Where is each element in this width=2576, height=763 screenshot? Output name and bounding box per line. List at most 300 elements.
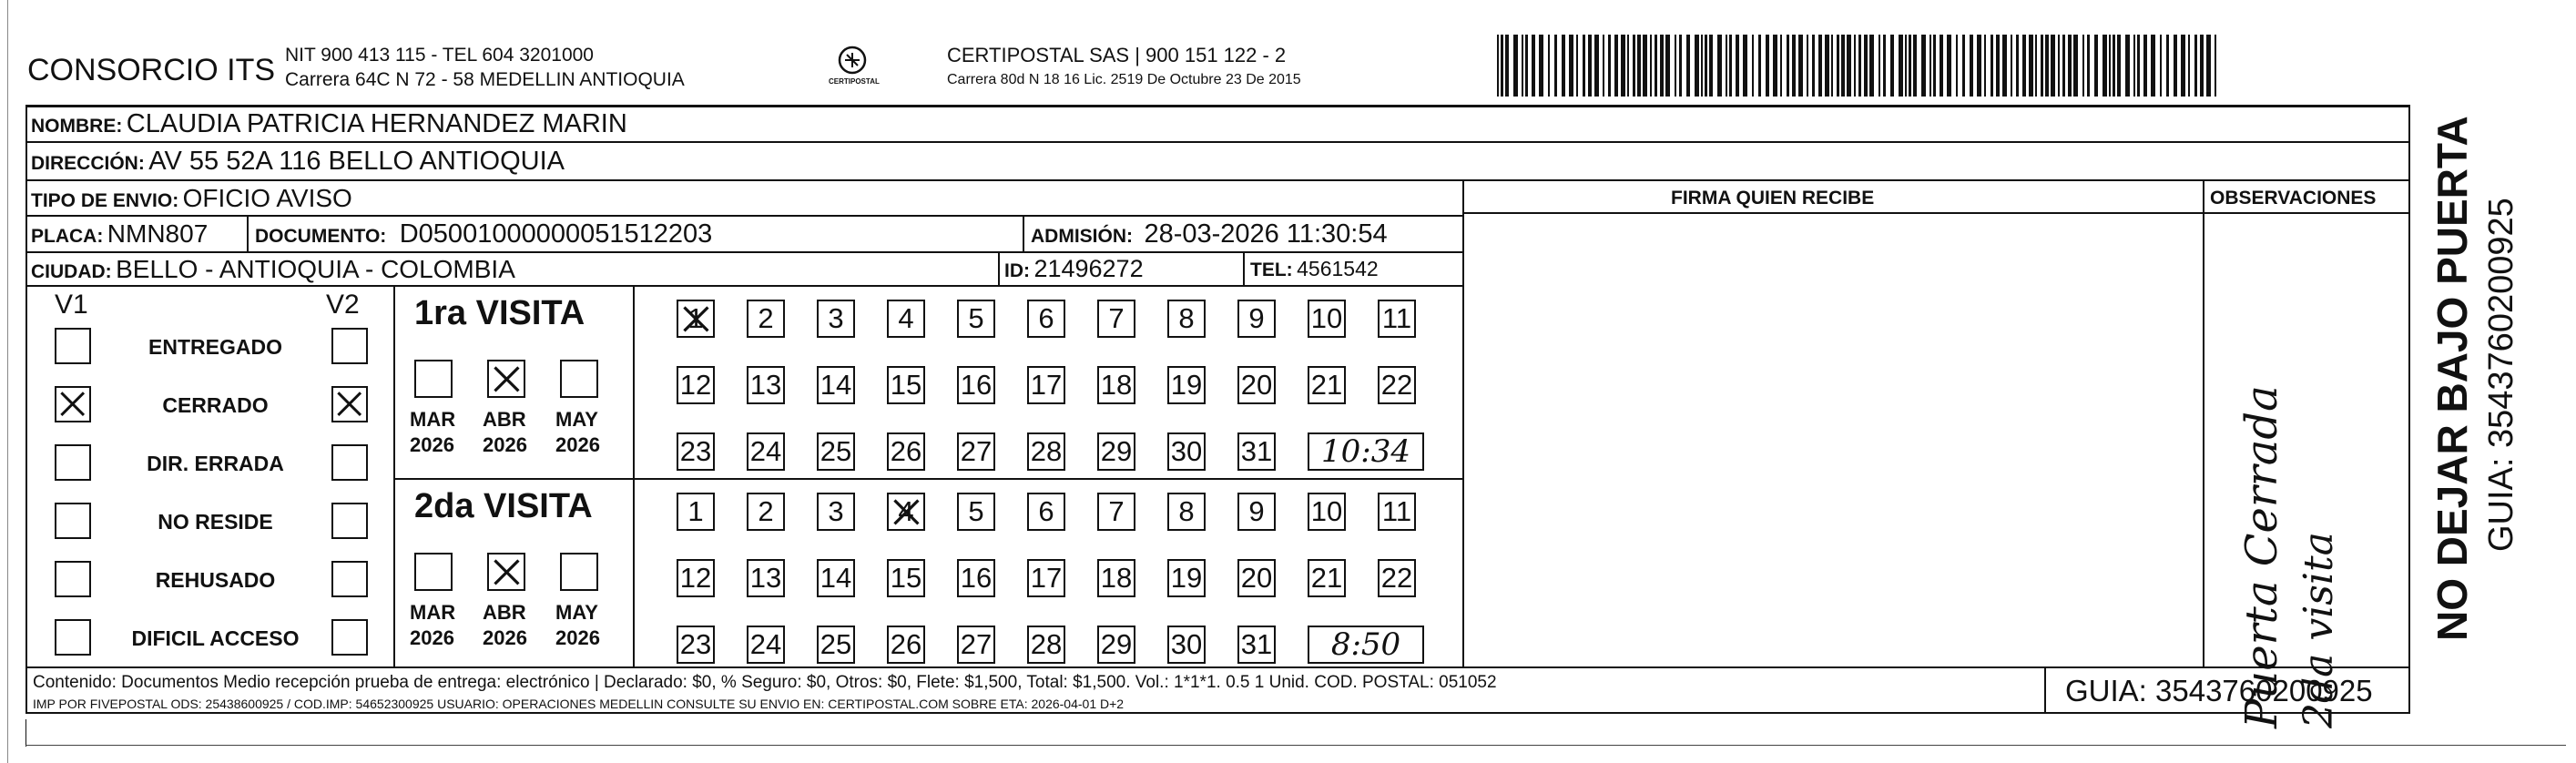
day-number: 5 — [968, 495, 984, 527]
barcode-bar — [1695, 35, 1699, 97]
day-box[interactable] — [957, 626, 995, 664]
certipostal-logo — [827, 42, 878, 93]
month-label: MAY — [555, 601, 598, 624]
placa-divider — [247, 215, 249, 251]
day-number: 6 — [1038, 302, 1054, 334]
barcode-bar — [2029, 35, 2033, 97]
day-box[interactable] — [957, 300, 995, 338]
day-number: 6 — [1038, 495, 1054, 527]
day-box[interactable] — [1027, 626, 1065, 664]
day-number: 9 — [1248, 495, 1265, 527]
v2-checkbox[interactable] — [331, 503, 368, 539]
month-label: MAY — [555, 408, 598, 431]
day-number: 13 — [749, 562, 782, 594]
guia-vertical: GUIA: 3543760200925 — [2482, 198, 2520, 552]
tipo-envio-value: OFICIO AVISO — [182, 184, 352, 212]
v1-checkbox[interactable] — [55, 328, 91, 364]
day-number: 11 — [1381, 302, 1412, 334]
day-number: 9 — [1248, 302, 1265, 334]
barcode-bar — [1780, 35, 1782, 97]
day-box[interactable] — [817, 300, 855, 338]
day-box[interactable] — [677, 366, 715, 404]
bottom-left-mark — [25, 719, 26, 747]
barcode-bar — [1913, 35, 1917, 97]
barcode-bar — [1522, 35, 1523, 97]
day-number: 28 — [1030, 628, 1063, 660]
bottom-rule — [25, 745, 2566, 746]
day-box[interactable] — [747, 300, 785, 338]
ciudad-label: CIUDAD: — [31, 261, 112, 282]
tel-field — [1250, 259, 1379, 280]
day-box[interactable] — [887, 432, 925, 471]
day-box[interactable] — [817, 559, 855, 597]
barcode-bar — [1831, 35, 1833, 97]
day-number: 4 — [898, 495, 914, 527]
admision-field — [1031, 221, 1388, 248]
day-number: 14 — [820, 369, 852, 401]
barcode-bar — [1513, 35, 1518, 97]
day-box[interactable] — [817, 366, 855, 404]
direccion-label: DIRECCIÓN: — [31, 153, 145, 174]
barcode-bar — [1637, 35, 1641, 97]
tel-label: TEL: — [1250, 259, 1293, 280]
barcode-bar — [1940, 35, 1943, 97]
x-mark-icon — [683, 306, 709, 332]
day-number: 1 — [687, 495, 704, 527]
day-box[interactable] — [1097, 366, 1135, 404]
day-box[interactable] — [1308, 559, 1346, 597]
id-divider — [998, 251, 1000, 285]
barcode-bar — [2137, 35, 2140, 97]
footer-line-1: Contenido: Documentos Medio recepción prueba de entrega: electrónico | Declarado: $0, % Seguro: $0, Otros: $0, Flete: $1,500, Total: $1,500. Vol.: 1*1*1. 0.5 1 Unid. COD. POSTAL: 051052 — [33, 673, 1497, 692]
admision-divider — [1023, 215, 1024, 251]
barcode-bar — [1858, 35, 1861, 97]
v2-header: V2 — [326, 290, 360, 320]
barcode-bar — [1709, 35, 1713, 97]
barcode-bar — [2133, 35, 2135, 97]
barcode-bar — [1792, 35, 1796, 97]
barcode-bar — [1686, 35, 1690, 97]
day-box[interactable] — [1027, 300, 1065, 338]
day-number: 23 — [679, 628, 712, 660]
barcode-bar — [2094, 35, 2098, 97]
obs-left-line — [2203, 179, 2204, 667]
day-box[interactable] — [887, 493, 925, 531]
company-info-line-1: NIT 900 413 115 - TEL 604 3201000 — [285, 45, 594, 66]
day-box[interactable] — [1237, 493, 1276, 531]
day-box[interactable] — [1167, 432, 1206, 471]
barcode-bar — [1562, 35, 1565, 97]
day-number: 25 — [820, 628, 852, 660]
visit-panel-divider — [633, 285, 635, 667]
barcode-bar — [1594, 35, 1599, 97]
day-number: 17 — [1030, 369, 1063, 401]
barcode-bar — [1633, 35, 1635, 97]
month-checkbox[interactable] — [487, 553, 525, 591]
barcode-bar — [1991, 35, 1993, 97]
barcode-bar — [1679, 35, 1682, 97]
day-box[interactable] — [1378, 366, 1416, 404]
barcode-bar — [1650, 35, 1652, 97]
logo-caption: CERTIPOSTAL — [829, 77, 880, 86]
barcode-bar — [2160, 35, 2162, 97]
day-box[interactable] — [887, 366, 925, 404]
day-number: 22 — [1380, 369, 1413, 401]
v2-checkbox[interactable] — [331, 444, 368, 481]
barcode-bar — [1701, 35, 1703, 97]
day-box[interactable] — [817, 626, 855, 664]
x-mark-icon — [494, 559, 520, 585]
barcode-bar — [2109, 35, 2111, 97]
day-box[interactable] — [1378, 493, 1416, 531]
direccion-field — [31, 148, 565, 175]
barcode-bar — [1929, 35, 1931, 97]
day-number: 24 — [749, 628, 782, 660]
visit-time: 10:34 — [1321, 433, 1410, 470]
barcode-bar — [2166, 35, 2169, 97]
footer-guia-divider — [2044, 666, 2046, 713]
status-label: DIR. ERRADA — [147, 452, 284, 475]
day-box[interactable] — [957, 493, 995, 531]
frame-right-line — [2408, 105, 2410, 713]
day-number: 5 — [968, 302, 984, 334]
day-number: 14 — [820, 562, 852, 594]
barcode-bar — [1675, 35, 1676, 97]
barcode-bar — [2206, 35, 2211, 97]
barcode-bar — [2062, 35, 2065, 97]
id-field — [1004, 257, 1144, 281]
barcode-bar — [1825, 35, 1829, 97]
day-box[interactable] — [957, 559, 995, 597]
tel-divider — [1243, 251, 1245, 285]
barcode-bar — [1655, 35, 1657, 97]
day-box[interactable] — [1167, 300, 1206, 338]
day-number: 29 — [1100, 435, 1133, 467]
status-label: DIFICIL ACCESO — [131, 626, 300, 650]
barcode-bar — [1869, 35, 1874, 97]
day-box[interactable] — [1027, 366, 1065, 404]
day-number: 31 — [1240, 628, 1273, 660]
day-number: 16 — [960, 562, 993, 594]
day-box[interactable] — [747, 493, 785, 531]
barcode-bar — [1752, 35, 1754, 97]
day-box[interactable] — [817, 493, 855, 531]
visit-time: 8:50 — [1330, 626, 1401, 663]
day-number: 24 — [749, 435, 782, 467]
day-box[interactable] — [1167, 366, 1206, 404]
month-label: ABR — [483, 408, 526, 431]
day-box[interactable] — [677, 626, 715, 664]
barcode-bar — [1773, 35, 1777, 97]
barcode-bar — [1501, 35, 1503, 97]
x-mark-icon — [60, 392, 85, 416]
v1-header: V1 — [55, 290, 88, 320]
barcode-bar — [1736, 35, 1739, 97]
barcode-bar — [1766, 35, 1769, 97]
no-dejar-bajo-puerta: NO DEJAR BAJO PUERTA — [2428, 116, 2476, 641]
row-line-3 — [25, 215, 1462, 217]
barcode-bar — [1787, 35, 1789, 97]
id-value: 21496272 — [1033, 255, 1144, 282]
nombre-field — [31, 111, 627, 137]
day-number: 16 — [960, 369, 993, 401]
day-number: 26 — [890, 628, 922, 660]
admision-label: ADMISIÓN: — [1031, 226, 1133, 247]
day-box[interactable] — [1027, 559, 1065, 597]
day-number: 29 — [1100, 628, 1133, 660]
barcode-bar — [1890, 35, 1894, 97]
day-box[interactable] — [1097, 626, 1135, 664]
day-number: 26 — [890, 435, 922, 467]
barcode-bar — [1726, 35, 1727, 97]
year-label: 2026 — [410, 433, 454, 456]
day-box[interactable] — [747, 626, 785, 664]
month-label: MAR — [410, 408, 456, 431]
month-checkbox[interactable] — [414, 360, 453, 398]
placa-value: NMN807 — [107, 219, 209, 248]
barcode-bar — [1705, 35, 1707, 97]
day-box[interactable] — [1237, 626, 1276, 664]
time-box[interactable] — [1308, 626, 1424, 664]
day-box[interactable] — [677, 559, 715, 597]
day-number: 15 — [890, 369, 922, 401]
day-box[interactable] — [1027, 493, 1065, 531]
barcode-bar — [2188, 35, 2190, 97]
barcode-bar — [1603, 35, 1604, 97]
footer-guia: GUIA: 3543760200925 — [2065, 674, 2373, 707]
barcode-bar — [1660, 35, 1664, 97]
visit-title: 2da VISITA — [414, 487, 593, 525]
day-number: 12 — [679, 562, 712, 594]
day-box[interactable] — [1097, 559, 1135, 597]
day-box[interactable] — [1308, 493, 1346, 531]
barcode-bar — [2002, 35, 2007, 97]
barcode-bar — [2011, 35, 2012, 97]
direccion-value: AV 55 52A 116 BELLO ANTIOQUIA — [148, 147, 565, 176]
barcode-bar — [1665, 35, 1670, 97]
handwritten-observation-2: 2da visita — [2296, 532, 2342, 728]
barcode-bar — [1883, 35, 1886, 97]
day-box[interactable] — [747, 559, 785, 597]
barcode-bar — [2113, 35, 2115, 97]
barcode-bar — [1729, 35, 1732, 97]
v2-checkbox[interactable] — [331, 561, 368, 597]
barcode-bar — [1643, 35, 1647, 97]
day-number: 8 — [1178, 495, 1195, 527]
day-box[interactable] — [1237, 559, 1276, 597]
v1-checkbox[interactable] — [55, 503, 91, 539]
day-number: 21 — [1310, 562, 1343, 594]
month-checkbox[interactable] — [560, 553, 598, 591]
day-number: 3 — [828, 495, 844, 527]
barcode-bar — [1743, 35, 1747, 97]
barcode-bar — [1847, 35, 1851, 97]
day-box[interactable] — [677, 432, 715, 471]
placa-field — [31, 221, 208, 247]
barcode-bar — [1532, 35, 1535, 97]
year-label: 2026 — [555, 433, 600, 456]
barcode-bar — [2151, 35, 2155, 97]
admision-value: 28-03-2026 11:30:54 — [1144, 219, 1388, 249]
day-box[interactable] — [957, 432, 995, 471]
day-box[interactable] — [677, 300, 715, 338]
year-label: 2026 — [410, 626, 454, 649]
frame-top-line — [25, 105, 2410, 107]
status-label: NO RESIDE — [158, 510, 273, 534]
barcode-bar — [1864, 35, 1868, 97]
day-box[interactable] — [1097, 300, 1135, 338]
month-label: ABR — [483, 601, 526, 624]
barcode-bar — [1614, 35, 1618, 97]
day-number: 1 — [687, 302, 704, 334]
day-box[interactable] — [747, 366, 785, 404]
day-box[interactable] — [887, 626, 925, 664]
frame-bottom-line — [25, 712, 2410, 714]
documento-label: DOCUMENTO: — [255, 226, 387, 247]
day-box[interactable] — [1167, 559, 1206, 597]
footer-line-2: IMP POR FIVEPOSTAL ODS: 25438600925 / COD.IMP: 54652300925 USUARIO: OPERACIONES MEDELLIN CONSULTE SU ENVIO EN: CERTIPOSTAL.COM SOBRE ETA: 2026-04-01 D+2 — [33, 697, 1125, 711]
barcode-bar — [2041, 35, 2043, 97]
barcode-bar — [1909, 35, 1911, 97]
barcode-bar — [2215, 35, 2216, 97]
v1-checkbox[interactable] — [55, 561, 91, 597]
handwritten-observation-1: Puerta Cerrada — [2236, 385, 2287, 728]
visit-title: 1ra VISITA — [414, 294, 585, 332]
row-line-5 — [25, 285, 1462, 287]
month-checkbox[interactable] — [560, 360, 598, 398]
nombre-value: CLAUDIA PATRICIA HERNANDEZ MARIN — [126, 109, 627, 138]
barcode-bar — [1984, 35, 1986, 97]
day-box[interactable] — [887, 559, 925, 597]
company-info-line-2: Carrera 64C N 72 - 58 MEDELLIN ANTIOQUIA — [285, 69, 685, 90]
day-box[interactable] — [1378, 559, 1416, 597]
x-mark-icon — [893, 499, 920, 525]
v1-checkbox[interactable] — [55, 619, 91, 656]
barcode-bar — [1921, 35, 1926, 97]
v1-checkbox[interactable] — [55, 386, 91, 422]
barcode-bar — [1977, 35, 1981, 97]
obs-header-line — [1462, 212, 2410, 214]
barcode-bar — [1812, 35, 1815, 97]
documento-value: D05001000000051512203 — [399, 219, 713, 249]
barcode-bar — [1933, 35, 1936, 97]
day-box[interactable] — [957, 366, 995, 404]
day-number: 19 — [1170, 562, 1203, 594]
day-number: 10 — [1310, 495, 1343, 527]
day-box[interactable] — [1167, 493, 1206, 531]
company-name: CONSORCIO ITS — [27, 53, 276, 87]
day-number: 7 — [1108, 495, 1125, 527]
barcode-bar — [1758, 35, 1761, 97]
barcode-bar — [1497, 35, 1499, 97]
day-number: 23 — [679, 435, 712, 467]
day-box[interactable] — [817, 432, 855, 471]
v2-checkbox[interactable] — [331, 386, 368, 422]
day-box[interactable] — [1027, 432, 1065, 471]
row-line-1 — [25, 141, 2410, 143]
day-number: 19 — [1170, 369, 1203, 401]
placa-label: PLACA: — [31, 226, 104, 247]
day-number: 22 — [1380, 562, 1413, 594]
barcode-bar — [2087, 35, 2090, 97]
barcode-bar — [2181, 35, 2185, 97]
day-box[interactable] — [1308, 300, 1346, 338]
x-mark-icon — [337, 392, 361, 416]
day-box[interactable] — [887, 300, 925, 338]
day-number: 28 — [1030, 435, 1063, 467]
tel-value: 4561542 — [1297, 257, 1379, 280]
barcode-bar — [1608, 35, 1611, 97]
month-checkbox[interactable] — [414, 553, 453, 591]
day-box[interactable] — [1237, 432, 1276, 471]
barcode-bar — [2058, 35, 2060, 97]
day-box[interactable] — [1097, 493, 1135, 531]
day-number: 2 — [758, 495, 774, 527]
barcode-bar — [1854, 35, 1856, 97]
barcode-bar — [1539, 35, 1543, 97]
day-number: 3 — [828, 302, 844, 334]
day-number: 25 — [820, 435, 852, 467]
month-checkbox[interactable] — [487, 360, 525, 398]
day-number: 13 — [749, 369, 782, 401]
day-box[interactable] — [677, 493, 715, 531]
status-label: CERRADO — [162, 393, 269, 417]
nombre-label: NOMBRE: — [31, 116, 123, 137]
barcode-bar — [1905, 35, 1907, 97]
day-box[interactable] — [1097, 432, 1135, 471]
barcode-bar — [1962, 35, 1965, 97]
barcode-bar — [1947, 35, 1951, 97]
firma-header: FIRMA QUIEN RECIBE — [1671, 188, 1875, 209]
firma-left-line — [1462, 179, 1464, 667]
barcode-bar — [1627, 35, 1629, 97]
day-number: 18 — [1100, 562, 1133, 594]
day-number: 27 — [960, 435, 993, 467]
day-number: 21 — [1310, 369, 1343, 401]
barcode-bar — [2073, 35, 2078, 97]
day-box[interactable] — [1308, 366, 1346, 404]
day-box[interactable] — [1167, 626, 1206, 664]
barcode-bar — [2035, 35, 2037, 97]
barcode-bar — [2022, 35, 2026, 97]
barcode-bar — [1899, 35, 1903, 97]
v1-checkbox[interactable] — [55, 444, 91, 481]
day-box[interactable] — [1237, 300, 1276, 338]
barcode-bar — [2200, 35, 2204, 97]
barcode-bar — [1576, 35, 1578, 97]
barcode-bar — [1841, 35, 1845, 97]
day-number: 4 — [898, 302, 914, 334]
time-box[interactable] — [1308, 432, 1424, 471]
day-box[interactable] — [1378, 300, 1416, 338]
day-number: 27 — [960, 628, 993, 660]
v2-checkbox[interactable] — [331, 328, 368, 364]
tipo-envio-field — [31, 186, 352, 211]
status-label: ENTREGADO — [148, 335, 282, 359]
row-line-4 — [25, 251, 1462, 253]
day-number: 8 — [1178, 302, 1195, 334]
row-line-2 — [25, 179, 2410, 181]
barcode-bar — [2143, 35, 2147, 97]
v2-checkbox[interactable] — [331, 619, 368, 656]
footer-top-line — [25, 666, 2410, 668]
day-number: 31 — [1240, 435, 1273, 467]
day-box[interactable] — [747, 432, 785, 471]
barcode-bar — [2045, 35, 2049, 97]
day-box[interactable] — [1237, 366, 1276, 404]
x-mark-icon — [494, 366, 520, 392]
day-number: 12 — [679, 369, 712, 401]
